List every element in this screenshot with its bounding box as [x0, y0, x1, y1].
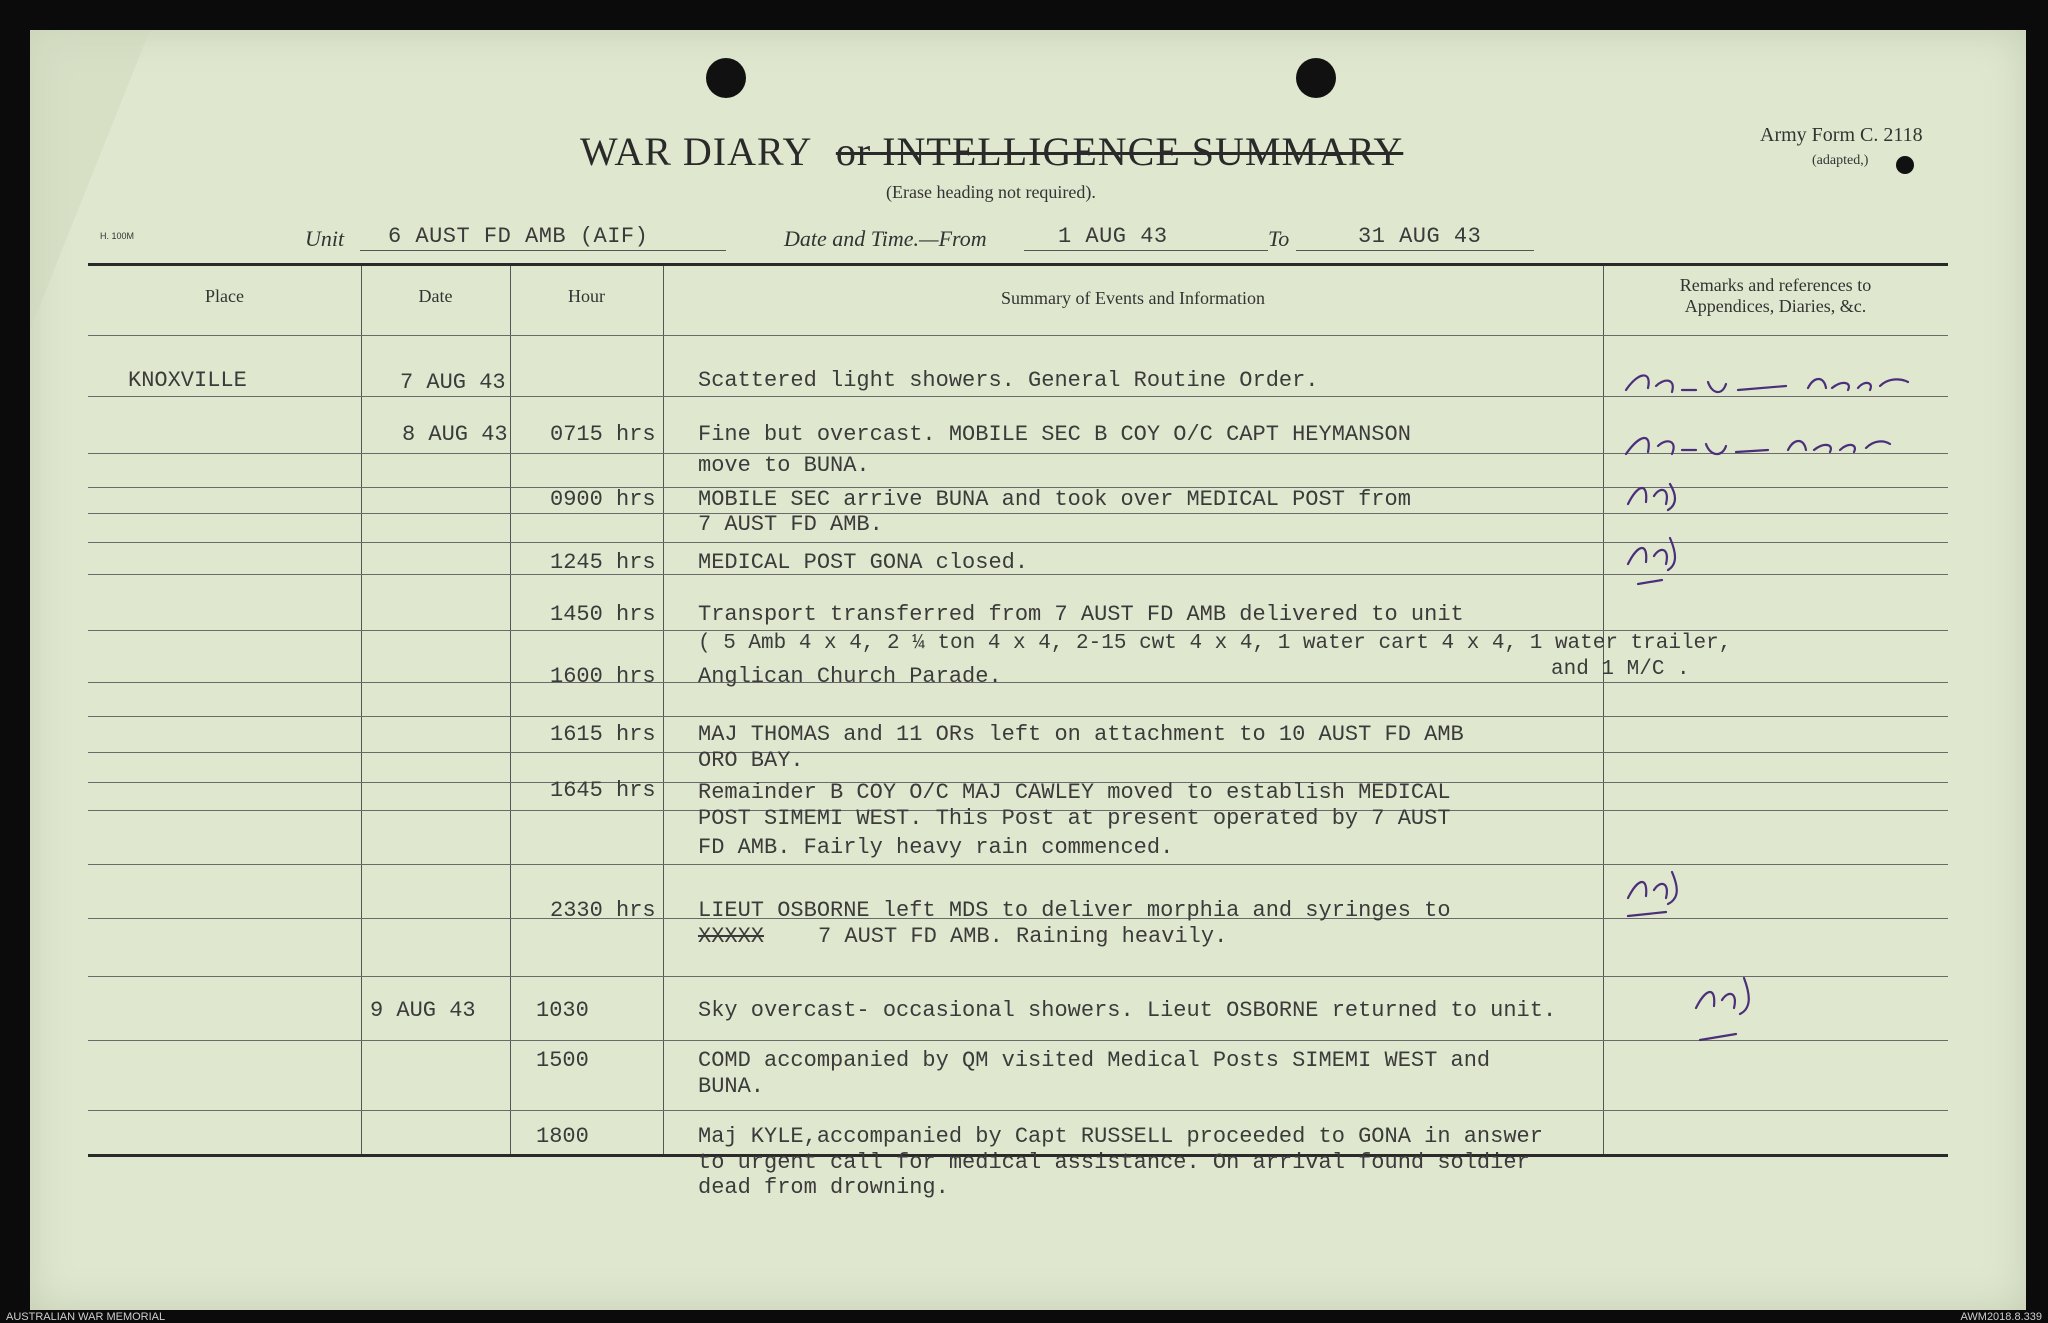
entry-hour: 1450 hrs [550, 602, 656, 627]
entry-hour: 0715 hrs [550, 422, 656, 447]
entry-hour: 1645 hrs [550, 778, 656, 803]
to-date-value: 31 AUG 43 [1358, 224, 1482, 249]
to-label: To [1268, 226, 1290, 251]
entry-summary: FD AMB. Fairly heavy rain commenced. [698, 835, 1174, 860]
punch-hole-left [706, 58, 746, 98]
entry-summary: LIEUT OSBORNE left MDS to deliver morphia and syringes to [698, 898, 1451, 923]
printer-code: H. 100M [100, 231, 135, 241]
entry-summary: BUNA. [698, 1074, 765, 1099]
initials-signature [1618, 420, 1908, 470]
form-adapted: (adapted,) [1812, 153, 1869, 168]
entry-date: 7 AUG 43 [400, 370, 506, 395]
entry-hour: 1615 hrs [550, 722, 656, 747]
entry-summary: to urgent call for medical assistance. On arrival found soldier [698, 1150, 1530, 1175]
punch-hole-right [1296, 58, 1336, 98]
row-rule [88, 335, 1948, 336]
to-underline [1296, 250, 1534, 251]
footer-left: AUSTRALIAN WAR MEMORIAL [6, 1311, 166, 1323]
entry-summary: 7 AUST FD AMB. Raining heavily. [818, 924, 1228, 949]
initials-signature [1686, 972, 1776, 1052]
unit-value: 6 AUST FD AMB (AIF) [388, 224, 649, 249]
entry-hour: 1600 hrs [550, 664, 656, 689]
unit-underline [360, 250, 726, 251]
entry-hour: 1800 [536, 1124, 589, 1149]
row-rule [88, 682, 1948, 683]
entry-summary: Fine but overcast. MOBILE SEC B COY O/C CAPT HEYMANSON [698, 422, 1411, 447]
entry-summary: ( 5 Amb 4 x 4, 2 ¼ ton 4 x 4, 2-15 cwt 4 x 4, 1 water cart 4 x 4, 1 water trailer, [698, 632, 1732, 655]
column-header-hour: Hour [568, 286, 605, 306]
row-rule [88, 1110, 1948, 1111]
initials-signature [1618, 864, 1698, 924]
entry-summary: COMD accompanied by QM visited Medical Posts SIMEMI WEST and [698, 1048, 1491, 1073]
date-time-label: Date and Time.—From [784, 226, 987, 251]
column-divider-place [361, 266, 362, 1154]
entry-summary: Remainder B COY O/C MAJ CAWLEY moved to establish MEDICAL [698, 780, 1451, 805]
entry-summary: 7 AUST FD AMB. [698, 512, 883, 537]
folded-corner [30, 30, 150, 330]
row-rule [88, 630, 1948, 631]
entry-date: 9 AUG 43 [370, 998, 476, 1023]
entry-date: 8 AUG 43 [402, 422, 508, 447]
remarks-header-line2: Appendices, Diaries, &c. [1684, 296, 1867, 316]
entry-summary: ORO BAY. [698, 748, 804, 773]
column-header-place: Place [205, 286, 244, 306]
row-rule [88, 1040, 1948, 1041]
remarks-header-line1: Remarks and references to [1679, 275, 1872, 295]
entry-hour: 1500 [536, 1048, 589, 1073]
from-underline [1024, 250, 1268, 251]
page-title [580, 128, 1403, 175]
entry-summary: Transport transferred from 7 AUST FD AMB delivered to unit [698, 602, 1464, 627]
from-date-value: 1 AUG 43 [1058, 224, 1168, 249]
entry-hour: 1245 hrs [550, 550, 656, 575]
diary-page [30, 30, 2026, 1310]
entry-hour: 2330 hrs [550, 898, 656, 923]
entry-hour: 0900 hrs [550, 487, 656, 512]
entry-summary: MOBILE SEC arrive BUNA and took over MEDICAL POST from [698, 487, 1411, 512]
initials-signature [1618, 530, 1688, 590]
entry-summary: Maj KYLE,accompanied by Capt RUSSELL proceeded to GONA in answer [698, 1124, 1543, 1149]
entry-summary: MEDICAL POST GONA closed. [698, 550, 1029, 575]
column-header-remarks [1603, 275, 1948, 317]
row-rule [88, 976, 1948, 977]
column-divider-date [510, 266, 511, 1154]
entry-summary: move to BUNA. [698, 453, 870, 478]
column-header-summary: Summary of Events and Information [1001, 288, 1265, 308]
title-war-diary: WAR DIARY [580, 129, 811, 174]
entry-summary: Sky overcast- occasional showers. Lieut OSBORNE returned to unit. [698, 998, 1557, 1023]
erase-note: (Erase heading not required). [886, 182, 1096, 202]
entry-summary: Anglican Church Parade. [698, 664, 1002, 689]
column-header-date: Date [418, 286, 453, 306]
table-top-rule [88, 263, 1948, 266]
entry-summary: and 1 M/C . [1551, 658, 1690, 681]
entry-summary: dead from drowning. [698, 1175, 949, 1200]
entry-place: KNOXVILLE [128, 368, 247, 393]
entry-summary: POST SIMEMI WEST. This Post at present operated by 7 AUST [698, 806, 1451, 831]
entry-hour: 1030 [536, 998, 589, 1023]
entry-summary: Scattered light showers. General Routine Order. [698, 368, 1319, 393]
initials-signature [1618, 470, 1688, 520]
entry-summary: MAJ THOMAS and 11 ORs left on attachment to 10 AUST FD AMB [698, 722, 1464, 747]
column-divider-hour [663, 266, 664, 1154]
row-rule [88, 716, 1948, 717]
initials-signature [1618, 360, 1938, 410]
form-number: Army Form C. 2118 [1760, 124, 1923, 146]
column-divider-summary [1603, 266, 1604, 1154]
row-rule [88, 752, 1948, 753]
unit-label: Unit [305, 226, 345, 251]
punch-hole-small [1896, 156, 1914, 174]
title-struck-heading: or INTELLIGENCE SUMMARY [835, 129, 1404, 174]
footer-right: AWM2018.8.339 [1960, 1311, 2042, 1323]
entry-summary-struck: XXXXX [698, 924, 765, 949]
